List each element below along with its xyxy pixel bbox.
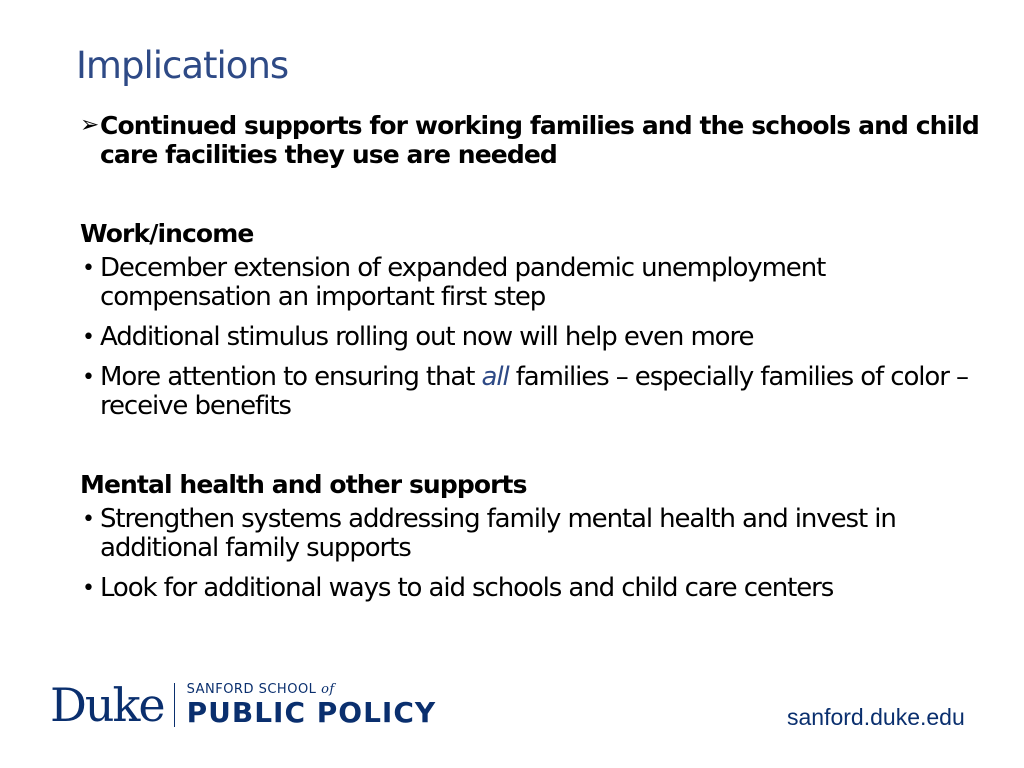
slide-title: Implications — [76, 44, 289, 87]
logo-divider — [174, 683, 175, 727]
duke-sanford-logo — [50, 680, 436, 730]
section-heading-work-income: Work/income — [80, 219, 254, 248]
lead-statement — [80, 111, 980, 169]
logo-school-bottom: PUBLIC POLICY — [186, 696, 437, 729]
list-item-text: Strengthen systems addressing family mental health and invest in additional family supports — [100, 504, 896, 563]
section-heading-mental-health: Mental health and other supports — [80, 470, 527, 499]
bullet-icon: • — [82, 256, 94, 281]
bullet-icon: • — [82, 325, 94, 350]
list-item — [80, 254, 980, 312]
list-item-text: Look for additional ways to aid schools and child care centers — [100, 573, 834, 603]
logo-duke-word: Duke — [50, 678, 164, 732]
logo-school-block — [187, 682, 437, 728]
arrow-bullet-icon: ➢ — [80, 112, 99, 138]
lead-text: Continued supports for working families and the schools and child care facilities they use are needed — [100, 111, 979, 169]
list-item-text: December extension of expanded pandemic unemployment compensation an important first step — [100, 253, 826, 312]
mental-health-list — [80, 505, 980, 603]
list-item-text — [100, 362, 968, 421]
list-item — [80, 323, 980, 352]
list-item — [80, 574, 980, 603]
footer-url: sanford.duke.edu — [787, 704, 965, 730]
logo-school-top-text: SANFORD SCHOOL — [186, 682, 317, 697]
emphasis-word: all — [481, 362, 509, 392]
bullet-icon: • — [82, 365, 94, 390]
bullet-icon: • — [82, 507, 94, 532]
list-item — [80, 505, 980, 563]
list-item-text: Additional stimulus rolling out now will help even more — [100, 322, 754, 352]
slide-content — [80, 111, 980, 614]
bullet-icon: • — [82, 576, 94, 601]
list-item — [80, 363, 980, 421]
list-item-text-part: families – especially families of color – receive benefits — [100, 362, 968, 421]
logo-school-of: of — [321, 682, 335, 697]
list-item-text-part: More attention to ensuring that — [100, 362, 482, 392]
work-income-list — [80, 254, 980, 421]
